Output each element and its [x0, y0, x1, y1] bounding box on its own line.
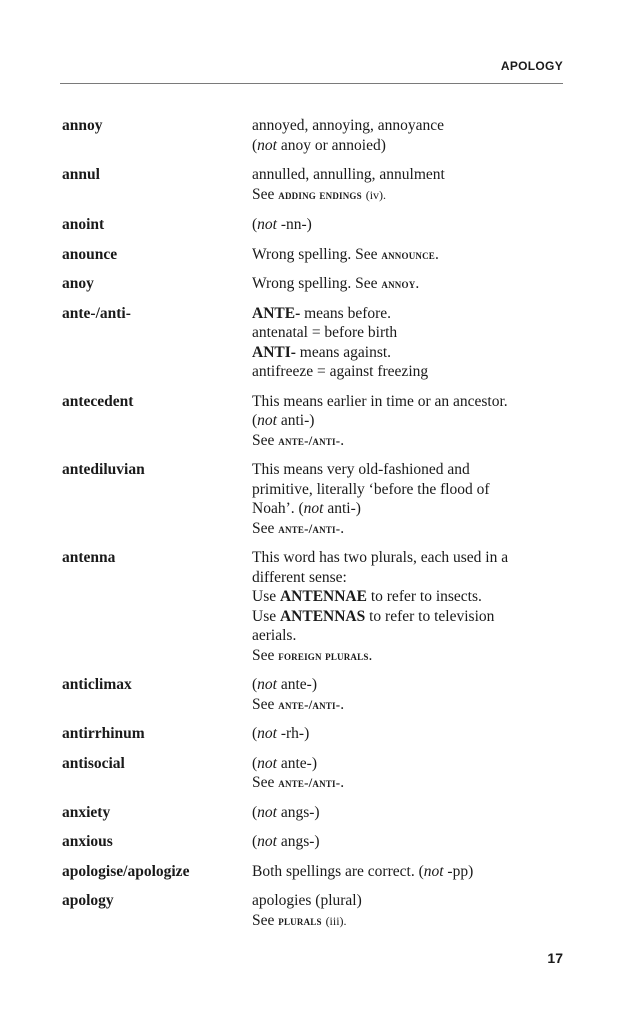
entry-definition [252, 675, 562, 714]
definition-line: apologies (plural) [252, 892, 362, 909]
entry-definition [252, 392, 562, 451]
entry-headword: anoy [62, 275, 94, 292]
entry-headword: ante-/anti- [62, 304, 131, 322]
entry-definition [252, 862, 562, 882]
definition-line: See ante-/anti-. [252, 774, 345, 791]
definition-line: (not ante-) [252, 676, 317, 693]
dictionary-entry [62, 304, 562, 382]
entry-headword: antenna [62, 549, 116, 566]
dictionary-entry [62, 675, 562, 714]
dictionary-entry [62, 832, 562, 852]
definition-line: See plurals (iii). [252, 911, 347, 929]
entry-headword: antirrhinum [62, 725, 145, 742]
definition-line: See foreign plurals. [252, 646, 373, 664]
entry-headword: anxious [62, 833, 113, 850]
definition-line: This word has two plurals, each used in a [252, 549, 509, 566]
definition-line: Wrong spelling. See announce. [252, 245, 439, 263]
definition-line: antifreeze = against freezing [252, 363, 429, 380]
dictionary-entry [62, 754, 562, 793]
dictionary-entry [62, 274, 562, 294]
dictionary-entry [62, 245, 562, 265]
entry-headword: anxiety [62, 803, 111, 821]
definition-line: different sense: [252, 568, 347, 586]
running-head: APOLOGY [500, 59, 563, 73]
definition-line: (not -nn-) [252, 216, 312, 233]
definition-line: (not angs-) [252, 803, 320, 821]
dictionary-entry [62, 460, 562, 538]
dictionary-entry [62, 392, 562, 451]
entry-definition [252, 548, 562, 665]
entry-headword: annoy [62, 117, 103, 134]
dictionary-entry [62, 215, 562, 235]
definition-line: (not -rh-) [252, 725, 310, 742]
definition-line: ANTI- means against. [252, 343, 392, 361]
entry-definition [252, 165, 562, 205]
dictionary-entries [62, 116, 562, 941]
entry-definition [252, 304, 562, 382]
entry-headword: apology [62, 892, 114, 909]
definition-line: annoyed, annoying, annoyance [252, 117, 444, 134]
definition-line: (not ante-) [252, 754, 317, 772]
entry-headword: apologise/apologize [62, 862, 190, 880]
entry-headword: antediluvian [62, 461, 145, 478]
dictionary-entry [62, 891, 562, 931]
entry-definition [252, 460, 562, 538]
definition-line: Noah’. (not anti-) [252, 500, 361, 517]
definition-line: This means earlier in time or an ancestor. [252, 392, 508, 410]
entry-definition [252, 215, 562, 235]
definition-line: (not anoy or annoied) [252, 136, 386, 154]
definition-line: See ante-/anti-. [252, 431, 345, 449]
entry-definition [252, 724, 562, 744]
dictionary-entry [62, 116, 562, 155]
dictionary-entry [62, 724, 562, 744]
entry-headword: anoint [62, 216, 105, 233]
dictionary-entry [62, 803, 562, 823]
definition-line: primitive, literally ‘before the flood of [252, 480, 490, 498]
entry-headword: annul [62, 166, 100, 183]
header-rule [60, 83, 563, 84]
definition-line: Both spellings are correct. (not -pp) [252, 862, 474, 880]
entry-definition [252, 754, 562, 793]
entry-headword: anounce [62, 245, 118, 263]
dictionary-entry [62, 548, 562, 665]
dictionary-entry [62, 165, 562, 205]
entry-definition [252, 274, 562, 294]
definition-line: Use ANTENNAE to refer to insects. [252, 588, 482, 605]
entry-definition [252, 245, 562, 265]
definition-line: See ante-/anti-. [252, 695, 345, 713]
entry-definition [252, 891, 562, 931]
definition-line: Use ANTENNAS to refer to television [252, 607, 495, 625]
page-number: 17 [547, 950, 563, 966]
definition-line: aerials. [252, 627, 297, 644]
entry-headword: antecedent [62, 392, 134, 410]
definition-line: antenatal = before birth [252, 324, 398, 341]
definition-line: (not angs-) [252, 833, 320, 850]
definition-line: See adding endings (iv). [252, 185, 387, 203]
dictionary-entry [62, 862, 562, 882]
entry-definition [252, 832, 562, 852]
entry-headword: antisocial [62, 754, 125, 772]
definition-line: See ante-/anti-. [252, 519, 345, 537]
definition-line: (not anti-) [252, 412, 315, 429]
entry-definition [252, 803, 562, 823]
definition-line: This means very old-fashioned and [252, 461, 470, 478]
definition-line: Wrong spelling. See annoy. [252, 275, 420, 292]
definition-line: ANTE- means before. [252, 304, 392, 322]
entry-definition [252, 116, 562, 155]
definition-line: annulled, annulling, annulment [252, 166, 445, 183]
entry-headword: anticlimax [62, 676, 132, 693]
